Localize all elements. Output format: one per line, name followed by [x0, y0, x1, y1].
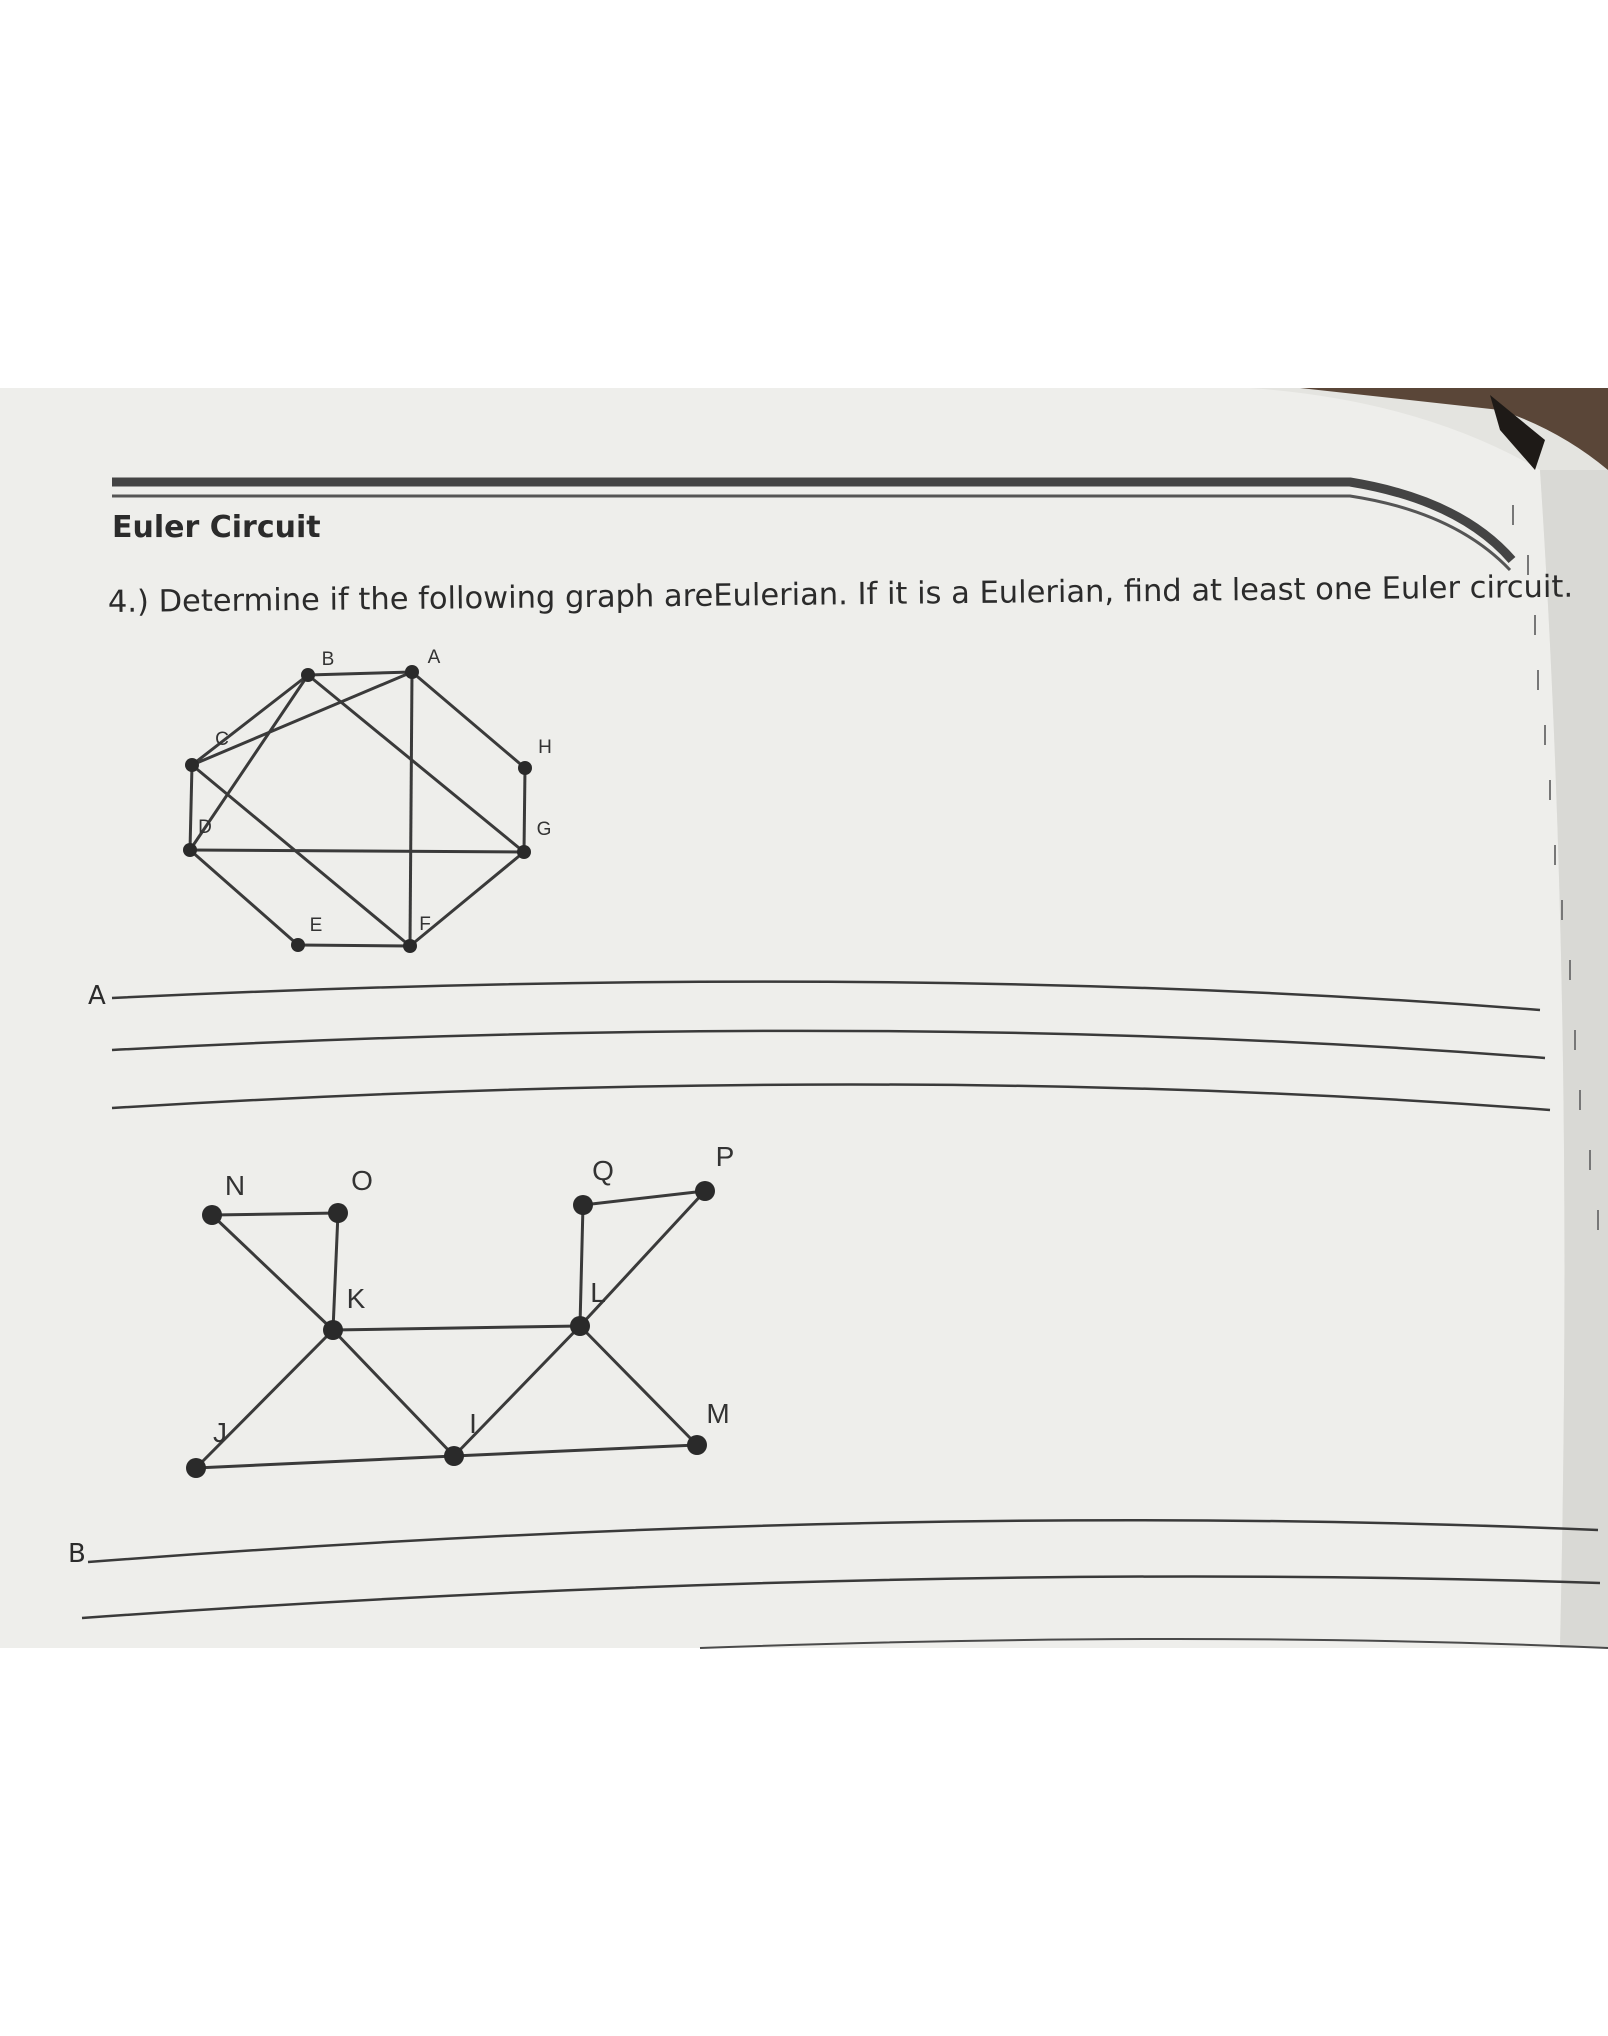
- graph-b-vertex-m: [687, 1435, 707, 1455]
- graph-a-vertex-label-e: E: [309, 915, 323, 936]
- graph-a-vertex-label-c: C: [215, 729, 229, 750]
- answer-label-a: A: [88, 981, 106, 1011]
- graph-a-vertex-label-a: A: [427, 647, 441, 668]
- graph-b-vertex-k: [323, 1320, 343, 1340]
- graph-b-vertex-j: [186, 1458, 206, 1478]
- graph-b-vertex-n: [202, 1205, 222, 1225]
- graph-b-vertex-i: [444, 1446, 464, 1466]
- graph-b-edge-n-o: [212, 1213, 338, 1215]
- answer-label-b: B: [68, 1539, 86, 1569]
- graph-a-vertex-c: [185, 758, 199, 772]
- graph-b-vertex-label-m: M: [706, 1398, 730, 1429]
- graph-b-vertex-label-n: N: [224, 1170, 246, 1201]
- graph-a-vertex-h: [518, 761, 532, 775]
- graph-b-vertex-label-q: Q: [592, 1155, 614, 1186]
- graph-a-edge-a-f: [410, 672, 412, 946]
- graph-a-vertex-a: [405, 665, 419, 679]
- question-text: 4.) Determine if the following graph areEulerian. If it is a Eulerian, find at least one Euler circuit.: [107, 569, 1574, 620]
- graph-a-edge-f-e: [298, 945, 410, 946]
- graph-a-vertex-label-g: G: [536, 819, 552, 840]
- graph-a-vertex-d: [183, 843, 197, 857]
- graph-a-vertex-f: [403, 939, 417, 953]
- graph-b-vertex-label-o: O: [351, 1165, 373, 1196]
- graph-a-edge-h-g: [524, 768, 525, 852]
- graph-b-vertex-p: [695, 1181, 715, 1201]
- graph-a-vertex-label-d: D: [198, 817, 212, 838]
- graph-b-vertex-q: [573, 1195, 593, 1215]
- graph-b-vertex-label-l: L: [590, 1277, 606, 1308]
- graph-b-vertex-o: [328, 1203, 348, 1223]
- graph-b-vertex-label-i: I: [469, 1408, 477, 1439]
- graph-a-vertex-b: [301, 668, 315, 682]
- graph-a-vertex-g: [517, 845, 531, 859]
- graph-b-vertex-label-p: P: [715, 1141, 735, 1172]
- graph-a-vertex-e: [291, 938, 305, 952]
- graph-a-vertex-label-b: B: [321, 649, 335, 670]
- graph-b-vertex-l: [570, 1316, 590, 1336]
- graph-a-edge-d-g: [190, 850, 524, 852]
- graph-b-vertex-label-k: K: [346, 1283, 366, 1314]
- graph-a-vertex-label-f: F: [419, 914, 431, 935]
- graph-a-edge-d-c: [190, 765, 192, 850]
- graph-b-vertex-label-j: J: [213, 1417, 227, 1448]
- graph-a-vertex-label-h: H: [538, 737, 552, 758]
- heading-title: Euler Circuit: [112, 510, 321, 545]
